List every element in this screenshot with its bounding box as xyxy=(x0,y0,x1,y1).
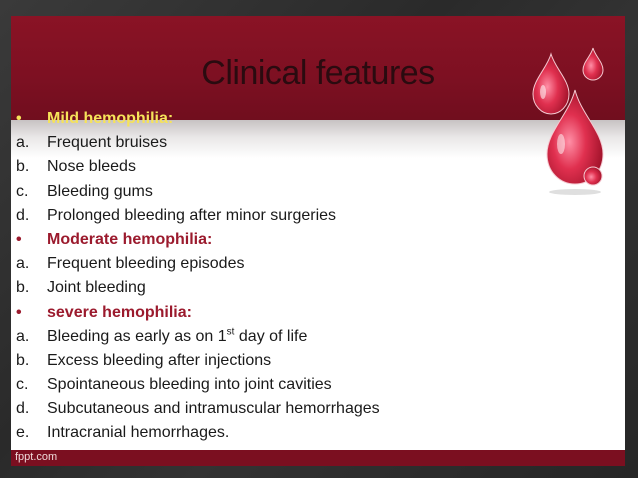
section-heading: severe hemophilia: xyxy=(47,303,192,321)
list-item-text: Frequent bruises xyxy=(47,134,168,152)
list-item-text: Prolonged bleeding after minor surgeries xyxy=(47,206,337,224)
list-marker: b. xyxy=(16,279,30,297)
list-marker: c. xyxy=(16,182,29,200)
section-heading: Mild hemophilia: xyxy=(47,110,174,127)
footer-band xyxy=(11,450,625,466)
list-item xyxy=(11,373,571,397)
bullet-marker: • xyxy=(16,110,22,127)
list-marker: d. xyxy=(16,206,30,224)
list-item xyxy=(11,131,571,155)
list-item xyxy=(11,325,571,349)
list-item-text: Bleeding gums xyxy=(47,182,153,200)
section-severe-heading xyxy=(11,301,571,325)
list-item-text-before: Bleeding as early as on 1 xyxy=(47,327,227,345)
list-item-text: Nose bleeds xyxy=(47,158,136,176)
list-marker: a. xyxy=(16,327,30,345)
list-item xyxy=(11,204,571,228)
list-item-text: Excess bleeding after injections xyxy=(47,351,272,369)
list-marker: d. xyxy=(16,400,30,418)
list-item-text: Frequent bleeding episodes xyxy=(47,255,245,273)
list-marker: b. xyxy=(16,351,30,369)
list-marker: c. xyxy=(16,376,29,394)
list-marker: a. xyxy=(16,255,30,273)
list-item-text xyxy=(47,325,307,349)
list-marker: a. xyxy=(16,134,30,152)
list-marker: b. xyxy=(16,158,30,176)
list-item xyxy=(11,349,571,373)
list-item xyxy=(11,276,571,300)
list-item xyxy=(11,180,571,204)
list-item-text: Subcutaneous and intramuscular hemorrhages xyxy=(47,400,380,418)
list-item xyxy=(11,155,571,179)
slide-title: Clinical features xyxy=(201,54,435,92)
bullet-marker: • xyxy=(16,303,22,321)
list-marker: e. xyxy=(16,424,30,442)
list-item-text-after: day of life xyxy=(234,327,308,345)
list-item-text: Spointaneous bleeding into joint cavities xyxy=(47,376,332,394)
footer-text: fppt.com xyxy=(15,451,58,463)
superscript: st xyxy=(226,326,235,338)
list-item-text: Joint bleeding xyxy=(47,279,146,297)
bullet-marker: • xyxy=(16,230,22,248)
section-moderate-heading xyxy=(11,228,571,252)
slide xyxy=(11,16,625,466)
list-item-text: Intracranial hemorrhages. xyxy=(47,424,230,442)
list-item xyxy=(11,421,571,445)
list-item xyxy=(11,397,571,421)
list-item xyxy=(11,252,571,276)
slide-content xyxy=(11,107,571,446)
section-mild-heading xyxy=(11,107,571,131)
section-heading: Moderate hemophilia: xyxy=(47,230,213,248)
